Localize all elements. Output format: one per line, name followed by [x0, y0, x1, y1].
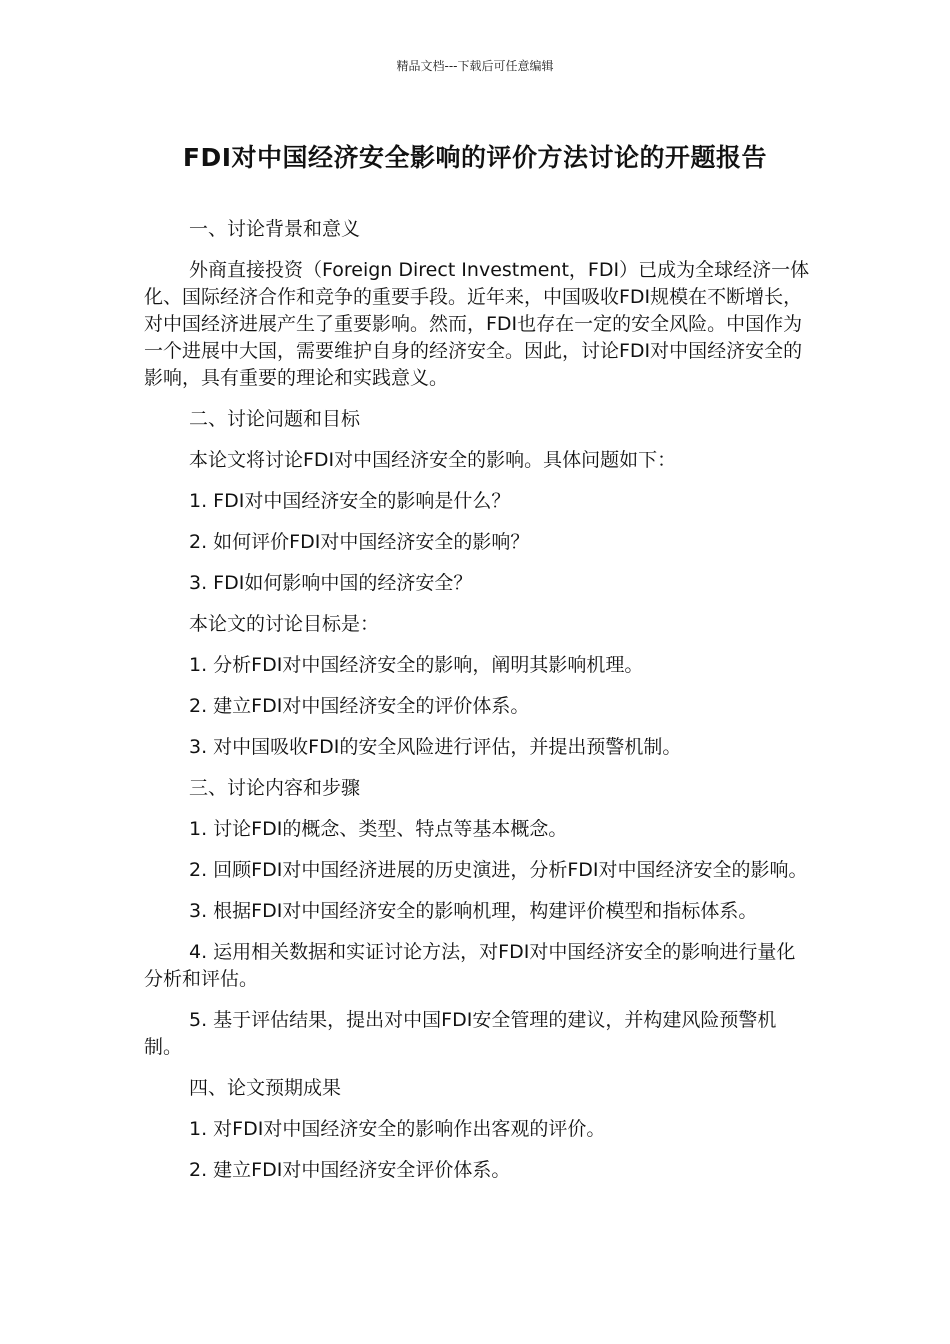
section-heading-outcomes: 四、论文预期成果: [189, 1077, 342, 1099]
goal-item-1: 1. 分析FDI对中国经济安全的影响，阐明其影响机理。: [189, 654, 644, 676]
paragraph-background: 外商直接投资（Foreign Direct Investment，FDI）已成为全球经济一体化、国际经济合作和竞争的重要手段。近年来，中国吸收FDI规模在不断增长，对中国经济进展产生了重要影响。然而，FDI也存在一定的安全风险。中国作为一个进展中大国，需要维护自身的经济安全。因此，讨论FDI对中国经济安全的影响，具有重要的理论和实践意义。: [144, 259, 810, 389]
section-heading-content: 三、讨论内容和步骤: [189, 777, 361, 799]
document-title: FDI对中国经济安全影响的评价方法讨论的开题报告: [182, 143, 768, 172]
outcome-item-1: 1. 对FDI对中国经济安全的影响作出客观的评价。: [189, 1118, 606, 1140]
step-item-4: 4. 运用相关数据和实证讨论方法，对FDI对中国经济安全的影响进行量化分析和评估。: [144, 941, 796, 990]
question-item-2: 2. 如何评价FDI对中国经济安全的影响？: [189, 531, 530, 553]
section-heading-questions: 二、讨论问题和目标: [189, 408, 361, 430]
step-item-5: 5. 基于评估结果，提出对中国FDI安全管理的建议，并构建风险预警机制。: [144, 1009, 777, 1058]
goal-item-2: 2. 建立FDI对中国经济安全的评价体系。: [189, 695, 530, 717]
step-item-3: 3. 根据FDI对中国经济安全的影响机理，构建评价模型和指标体系。: [189, 900, 758, 922]
question-item-1: 1. FDI对中国经济安全的影响是什么？: [189, 490, 511, 512]
header-note: 精品文档---下载后可任意编辑: [396, 59, 554, 73]
section-heading-background: 一、讨论背景和意义: [189, 218, 361, 240]
document-body: [144, 216, 812, 1198]
goal-item-3: 3. 对中国吸收FDI的安全风险进行评估，并提出预警机制。: [189, 736, 682, 758]
outcome-item-2: 2. 建立FDI对中国经济安全评价体系。: [189, 1159, 511, 1181]
paragraph-goals-intro: 本论文的讨论目标是：: [189, 613, 380, 635]
step-item-2: 2. 回顾FDI对中国经济进展的历史演进，分析FDI对中国经济安全的影响。: [189, 859, 808, 881]
question-item-3: 3. FDI如何影响中国的经济安全？: [189, 572, 473, 594]
paragraph-questions-intro: 本论文将讨论FDI对中国经济安全的影响。具体问题如下：: [189, 449, 677, 471]
step-item-1: 1. 讨论FDI的概念、类型、特点等基本概念。: [189, 818, 568, 840]
